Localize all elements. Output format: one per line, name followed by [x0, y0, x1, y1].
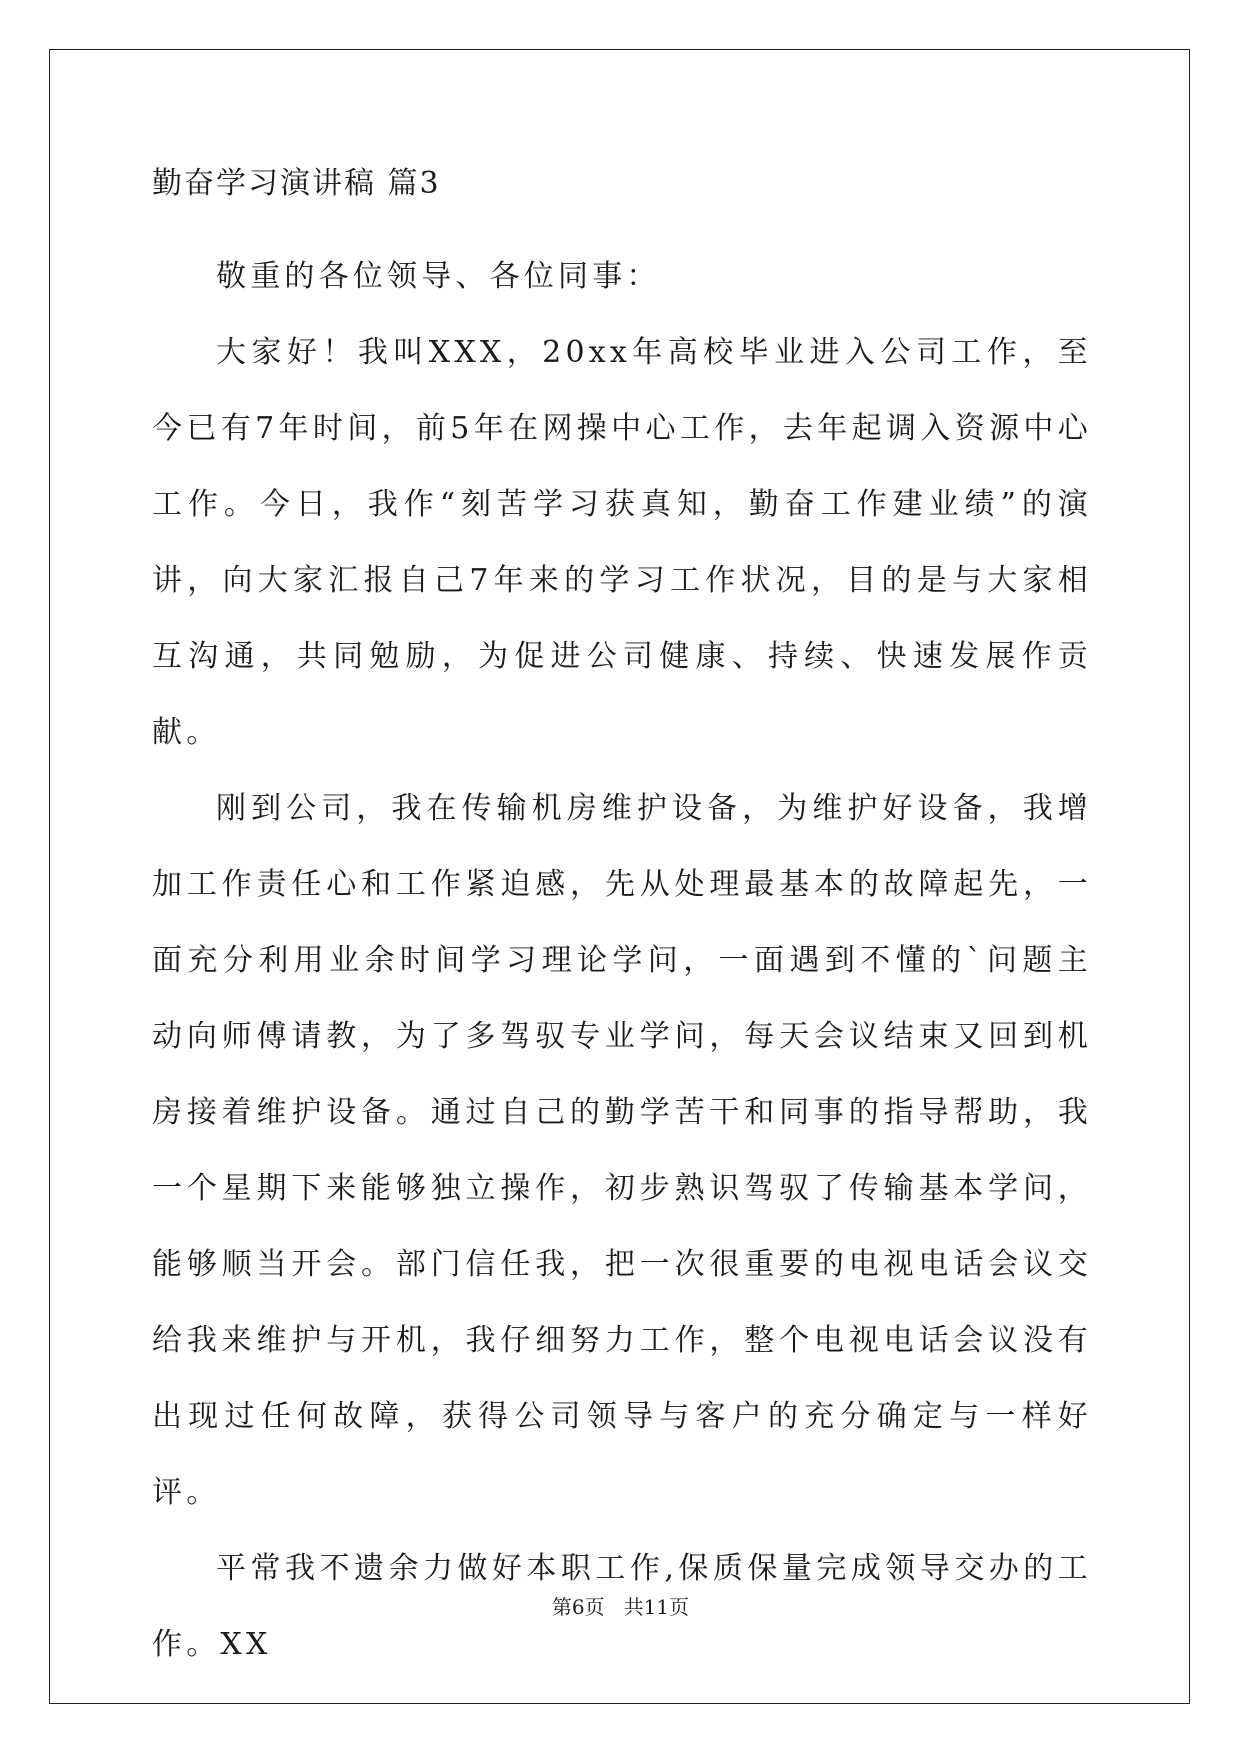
paragraph-daily-work: 平常我不遗余力做好本职工作,保质保量完成领导交办的工作。XX [152, 1551, 1092, 1662]
paragraph-introduction: 大家好！我叫XXX，20xx年高校毕业进入公司工作，至今已有7年时间，前5年在网操中心工作，去年起调入资源中心工作。今日，我作“刻苦学习获真知，勤奋工作建业绩”的演讲，向大家汇报自己7年来的学习工作状况，目的是与大家相互沟通，共同勉励，为促进公司健康、持续、快速发展作贡献。 [152, 335, 1092, 750]
paragraph-salutation: 敬重的各位领导、各位同事： [216, 259, 661, 294]
paragraph-early-work: 刚到公司，我在传输机房维护设备，为维护好设备，我增加工作责任心和工作紧迫感，先从处理最基本的故障起先，一面充分利用业余时间学习理论学问，一面遇到不懂的`问题主动向师傅请教，为了多驾驭专业学问，每天会议结束又回到机房接着维护设备。通过自己的勤学苦干和同事的指导帮助，我一个星期下来能够独立操作，初步熟识驾驭了传输基本学问，能够顺当开会。部门信任我，把一次很重要的电视电话会议交给我来维护与开机，我仔细努力工作，整个电视电话会议没有出现过任何故障，获得公司领导与客户的充分确定与一样好评。 [152, 791, 1092, 1510]
page-number: 第6页 共11页 [551, 1595, 690, 1619]
document-body [152, 165, 1092, 1683]
document-title: 勤奋学习演讲稿 篇3 [152, 166, 441, 201]
